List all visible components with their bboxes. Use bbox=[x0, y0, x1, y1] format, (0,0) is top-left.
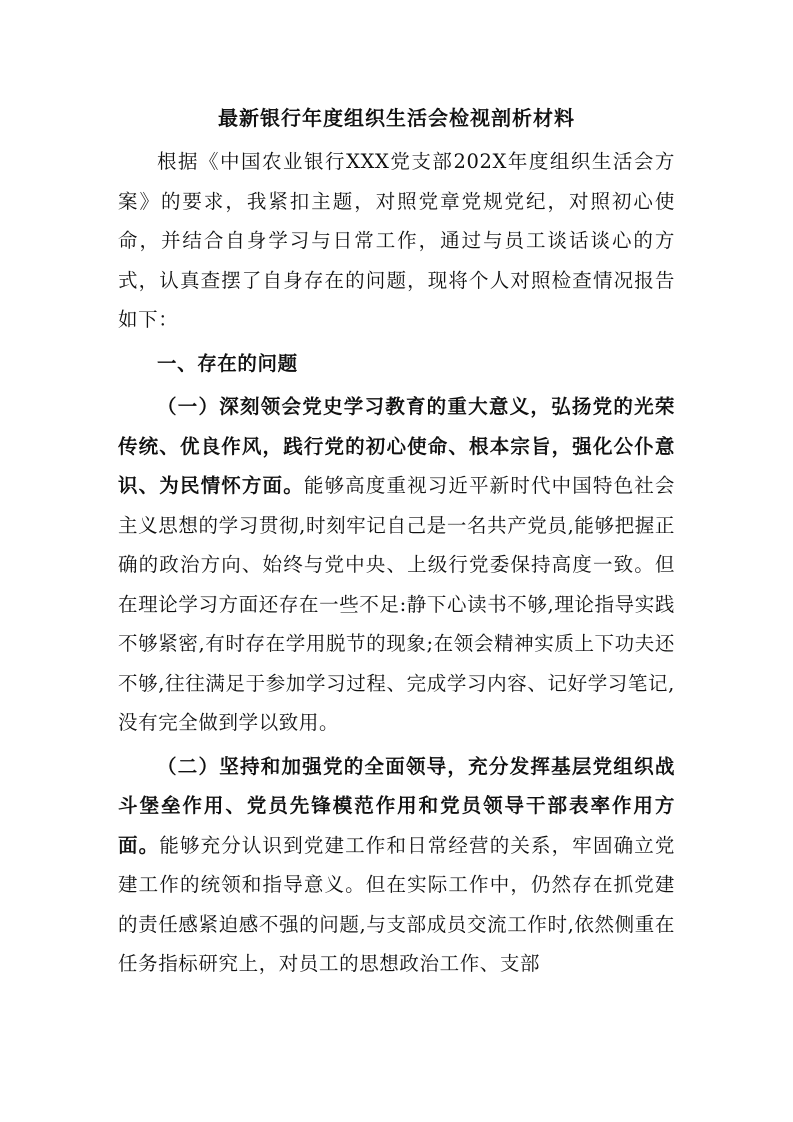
item-1-body: 能够高度重视习近平新时代中国特色社会主义思想的学习贯彻,时刻牢记自己是一名共产党员,能够把握正确的政治方向、始终与党中央、上级行党委保持高度一致。但在理论学习方面还存在一些不足:静下心读书不够,理论指导实践不够紧密,有时存在学用脱节的现象;在领会精神实质上下功夫还不够,往往满足于参加学习过程、完成学习内容、记好学习笔记,没有完全做到学以致用。 bbox=[118, 474, 675, 734]
document-title: 最新银行年度组织生活会检视剖析材料 bbox=[218, 106, 575, 130]
intro-paragraph: 根据《中国农业银行XXX党支部202X年度组织生活会方案》的要求，我紧扣主题，对照党章党规党纪，对照初心使命，并结合自身学习与日常工作，通过与员工谈话谈心的方式，认真查摆了自身存在的问题，现将个人对照检查情况报告如下： bbox=[118, 150, 675, 331]
item-1-paragraph bbox=[118, 387, 675, 743]
item-1-lead: （一）深刻领会党史学习教育的重大意义，弘扬党的光荣传统、优良作风，践行党的初心使命、根本宗旨，强化公仆意识、为民情怀方面。 bbox=[118, 395, 675, 497]
item-2-paragraph bbox=[118, 747, 675, 984]
item-2-lead: （二）坚持和加强党的全面领导，充分发挥基层党组织战斗堡垒作用、党员先锋模范作用和党员领导干部表率作用方面。 bbox=[118, 754, 675, 857]
section-heading-problems: 一、存在的问题 bbox=[157, 351, 298, 375]
item-2-body: 能够充分认识到党建工作和日常经营的关系，牢固确立党建工作的统领和指导意义。但在实际工作中，仍然存在抓党建的责任感紧迫感不强的问题,与支部成员交流工作时,依然侧重在任务指标研究上，对员工的思想政治工作、支部 bbox=[118, 833, 675, 975]
